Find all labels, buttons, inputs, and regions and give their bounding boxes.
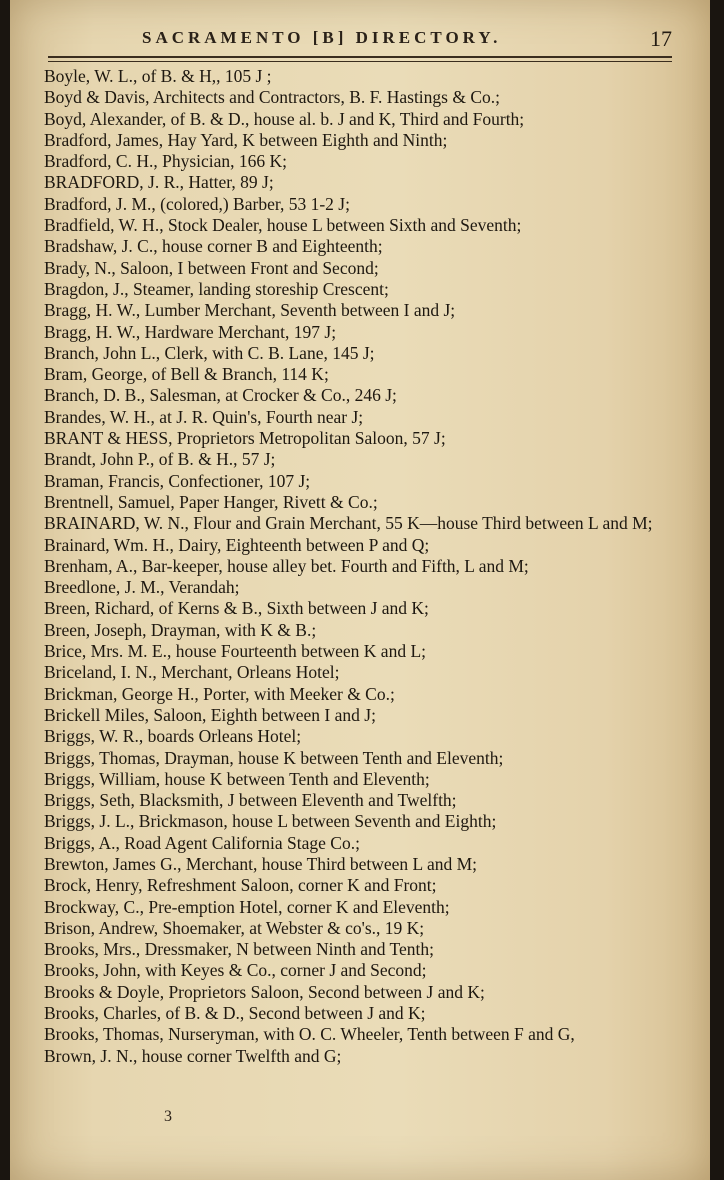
directory-entry: Brandt, John P., of B. & H., 57 J; <box>44 449 276 470</box>
directory-entry: Briggs, Thomas, Drayman, house K between Tenth and Eleventh; <box>44 747 504 768</box>
directory-entry: Brandes, W. H., at J. R. Quin's, Fourth near J; <box>44 406 364 427</box>
directory-entry: Braman, Francis, Confectioner, 107 J; <box>44 470 311 491</box>
directory-entry: Boyd, Alexander, of B. & D., house al. b. J and K, Third and Fourth; <box>44 108 525 129</box>
directory-entry: Bradford, James, Hay Yard, K between Eighth and Ninth; <box>44 129 448 150</box>
directory-entry: Brice, Mrs. M. E., house Fourteenth between K and L; <box>44 641 427 662</box>
directory-entry: Bradfield, W. H., Stock Dealer, house L between Sixth and Seventh; <box>44 215 522 236</box>
directory-entry: Breedlone, J. M., Verandah; <box>44 577 240 598</box>
directory-entry: Brooks, Thomas, Nurseryman, with O. C. Wheeler, Tenth between F and G, <box>44 1024 575 1045</box>
directory-entry: Branch, D. B., Salesman, at Crocker & Co., 246 J; <box>44 385 397 406</box>
directory-entry: Brooks, Mrs., Dressmaker, N between Ninth and Tenth; <box>44 939 434 960</box>
directory-entry: Bradford, C. H., Physician, 166 K; <box>44 151 288 172</box>
directory-entry: Breen, Joseph, Drayman, with K & B.; <box>44 619 317 640</box>
directory-entry: Briggs, Seth, Blacksmith, J between Eleventh and Twelfth; <box>44 790 457 811</box>
directory-entry: Brickman, George H., Porter, with Meeker & Co.; <box>44 683 395 704</box>
directory-entry: Brooks, John, with Keyes & Co., corner J and Second; <box>44 960 427 981</box>
directory-entry: Bradford, J. M., (colored,) Barber, 53 1-2 J; <box>44 193 350 214</box>
directory-entry: Boyd & Davis, Architects and Contractors, B. F. Hastings & Co.; <box>44 87 500 108</box>
page-header <box>10 26 710 60</box>
directory-entry: Brown, J. N., house corner Twelfth and G; <box>44 1045 342 1066</box>
directory-entry: Briggs, William, house K between Tenth and Eleventh; <box>44 768 430 789</box>
directory-entry: Briggs, W. R., boards Orleans Hotel; <box>44 726 302 747</box>
page-number: 17 <box>650 26 672 51</box>
directory-entry: BRAINARD, W. N., Flour and Grain Merchant, 55 K—house Third between L and M; <box>44 513 653 534</box>
header-rule <box>48 56 672 58</box>
directory-entry: Brentnell, Samuel, Paper Hanger, Rivett & Co.; <box>44 491 378 512</box>
directory-entry: BRANT & HESS, Proprietors Metropolitan Saloon, 57 J; <box>44 428 446 449</box>
directory-entry: Brady, N., Saloon, I between Front and Second; <box>44 257 379 278</box>
directory-entry: Brock, Henry, Refreshment Saloon, corner K and Front; <box>44 875 437 896</box>
directory-entry: Bradshaw, J. C., house corner B and Eighteenth; <box>44 236 383 257</box>
directory-entries <box>44 66 680 1067</box>
directory-page <box>10 0 710 1180</box>
directory-entry: Brainard, Wm. H., Dairy, Eighteenth between P and Q; <box>44 534 430 555</box>
directory-entry: Brickell Miles, Saloon, Eighth between I and J; <box>44 704 376 725</box>
directory-entry: Brockway, C., Pre-emption Hotel, corner K and Eleventh; <box>44 896 450 917</box>
directory-entry: Brison, Andrew, Shoemaker, at Webster & co's., 19 K; <box>44 917 425 938</box>
directory-entry: Bragg, H. W., Lumber Merchant, Seventh between I and J; <box>44 300 456 321</box>
directory-entry: Brewton, James G., Merchant, house Third between L and M; <box>44 853 478 874</box>
directory-entry: Bragg, H. W., Hardware Merchant, 197 J; <box>44 321 337 342</box>
directory-entry: Brooks, Charles, of B. & D., Second between J and K; <box>44 1003 426 1024</box>
directory-entry: Briceland, I. N., Merchant, Orleans Hotel; <box>44 662 340 683</box>
directory-entry: Breen, Richard, of Kerns & B., Sixth between J and K; <box>44 598 429 619</box>
directory-entry: Boyle, W. L., of B. & H,, 105 J ; <box>44 66 272 86</box>
header-rule-thin <box>48 61 672 62</box>
directory-entry: Briggs, A., Road Agent California Stage Co.; <box>44 832 360 853</box>
directory-entry: Brenham, A., Bar-keeper, house alley bet. Fourth and Fifth, L and M; <box>44 555 529 576</box>
directory-entry: Brooks & Doyle, Proprietors Saloon, Second between J and K; <box>44 981 485 1002</box>
directory-entry: Branch, John L., Clerk, with C. B. Lane, 145 J; <box>44 342 375 363</box>
running-head: SACRAMENTO [B] DIRECTORY. <box>142 28 502 47</box>
signature-mark: 3 <box>164 1108 172 1125</box>
directory-entry: Bragdon, J., Steamer, landing storeship Crescent; <box>44 278 389 299</box>
directory-entry: BRADFORD, J. R., Hatter, 89 J; <box>44 172 274 193</box>
directory-entry: Briggs, J. L., Brickmason, house L between Seventh and Eighth; <box>44 811 497 832</box>
directory-entry: Bram, George, of Bell & Branch, 114 K; <box>44 364 329 385</box>
